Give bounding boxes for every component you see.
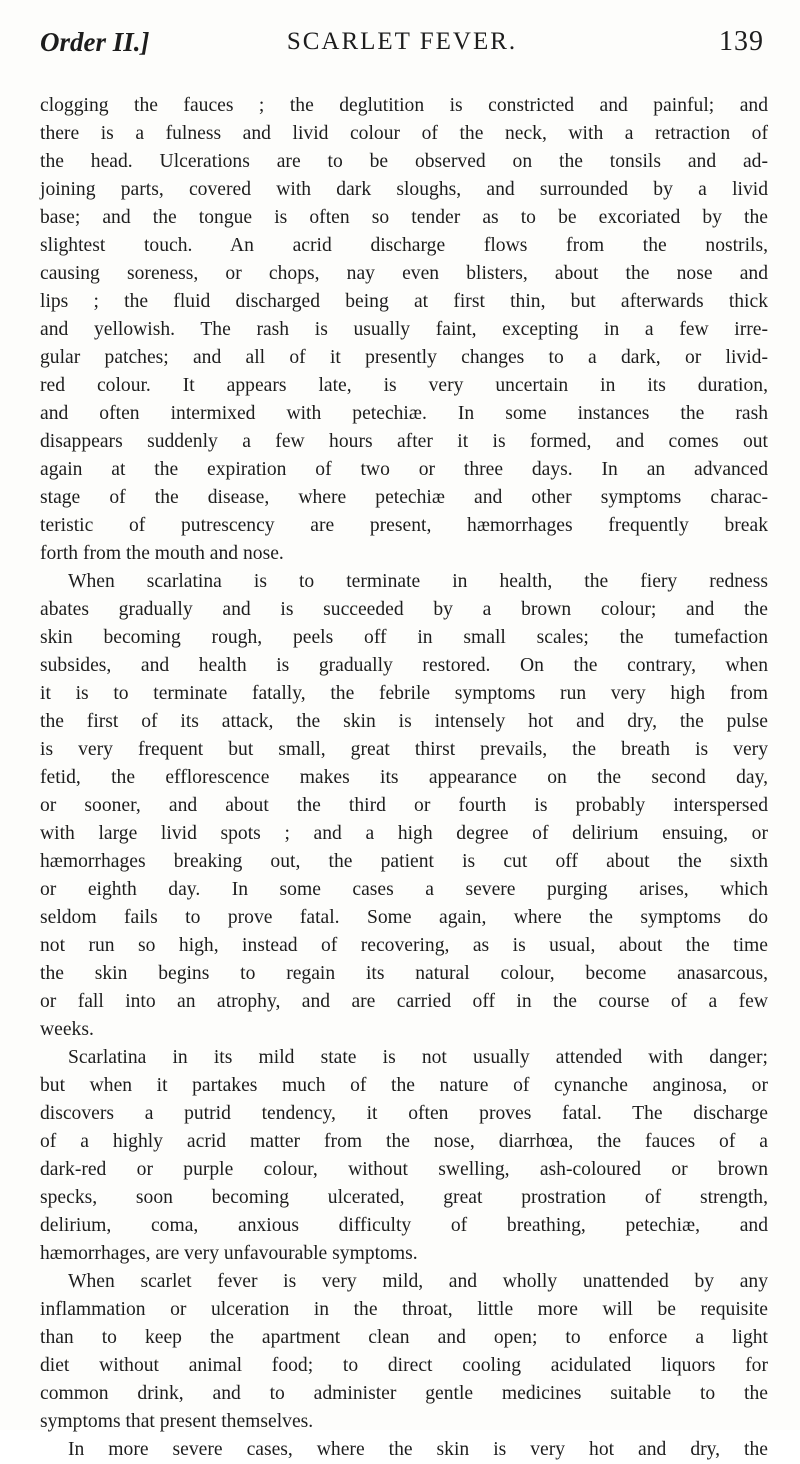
text-line: dark-red or purple colour, without swelling, ash-coloured or brown [40,1159,768,1180]
text-line: When scarlatina is to terminate in health, the fiery redness [68,571,768,592]
text-line: the head. Ulcerations are to be observed on the tonsils and ad- [40,151,768,172]
text-line: discovers a putrid tendency, it often proves fatal. The discharge [40,1103,768,1124]
text-line: weeks. [40,1019,94,1040]
text-line: teristic of putrescency are present, hæmorrhages frequently break [40,515,768,536]
text-line: When scarlet fever is very mild, and wholly unattended by any [68,1271,768,1292]
text-line: common drink, and to administer gentle medicines suitable to the [40,1383,768,1404]
text-line: skin becoming rough, peels off in small scales; the tumefaction [40,627,768,648]
text-line: of a highly acrid matter from the nose, diarrhœa, the fauces of a [40,1131,768,1152]
text-line: but when it partakes much of the nature of cynanche anginosa, or [40,1075,768,1096]
text-line: diet without animal food; to direct cooling acidulated liquors for [40,1355,768,1376]
text-line: is very frequent but small, great thirst prevails, the breath is very [40,739,768,760]
text-line: forth from the mouth and nose. [40,543,284,564]
text-line: clogging the fauces ; the deglutition is constricted and painful; and [40,95,768,116]
text-line: slightest touch. An acrid discharge flows from the nostrils, [40,235,768,256]
text-line: abates gradually and is succeeded by a brown colour; and the [40,599,768,620]
text-line: joining parts, covered with dark sloughs, and surrounded by a livid [40,179,768,200]
text-line: not run so high, instead of recovering, as is usual, about the time [40,935,768,956]
text-line: the first of its attack, the skin is intensely hot and dry, the pulse [40,711,768,732]
text-line: with large livid spots ; and a high degree of delirium ensuing, or [40,823,768,844]
text-line: In more severe cases, where the skin is very hot and dry, the [68,1439,768,1460]
text-line: hæmorrhages breaking out, the patient is cut off about the sixth [40,851,768,872]
text-line: disappears suddenly a few hours after it is formed, and comes out [40,431,768,452]
page-title: SCARLET FEVER. [286,28,518,55]
text-line: gular patches; and all of it presently changes to a dark, or livid- [40,347,768,368]
text-line: Scarlatina in its mild state is not usually attended with danger; [68,1047,768,1068]
page-number: 139 [719,26,764,57]
text-line: subsides, and health is gradually restored. On the contrary, when [40,655,768,676]
text-line: inflammation or ulceration in the throat, little more will be requisite [40,1299,768,1320]
text-line: base; and the tongue is often so tender as to be excoriated by the [40,207,768,228]
text-line: hæmorrhages, are very unfavourable symptoms. [40,1243,418,1264]
text-line: than to keep the apartment clean and open; to enforce a light [40,1327,768,1348]
running-header [40,20,764,64]
text-line: or eighth day. In some cases a severe purging arises, which [40,879,768,900]
text-line: seldom fails to prove fatal. Some again, where the symptoms do [40,907,768,928]
text-line: it is to terminate fatally, the febrile symptoms run very high from [40,683,768,704]
text-line: or sooner, and about the third or fourth is probably interspersed [40,795,768,816]
text-line: or fall into an atrophy, and are carried off in the course of a few [40,991,768,1012]
text-line: delirium, coma, anxious difficulty of breathing, petechiæ, and [40,1215,768,1236]
text-line: stage of the disease, where petechiæ and other symptoms charac- [40,487,768,508]
text-line: specks, soon becoming ulcerated, great prostration of strength, [40,1187,768,1208]
text-line: causing soreness, or chops, nay even blisters, about the nose and [40,263,768,284]
text-line: red colour. It appears late, is very uncertain in its duration, [40,375,768,396]
text-line: the skin begins to regain its natural colour, become anasarcous, [40,963,768,984]
order-label: Order II.] [40,27,150,57]
text-line: lips ; the fluid discharged being at first thin, but afterwards thick [40,291,768,312]
text-line: again at the expiration of two or three days. In an advanced [40,459,768,480]
text-line: and often intermixed with petechiæ. In some instances the rash [40,403,768,424]
text-line: there is a fulness and livid colour of the neck, with a retraction of [40,123,768,144]
text-line: fetid, the efflorescence makes its appearance on the second day, [40,767,768,788]
text-line: symptoms that present themselves. [40,1411,314,1432]
text-line: and yellowish. The rash is usually faint, excepting in a few irre- [40,319,768,340]
body-text [40,92,768,1464]
